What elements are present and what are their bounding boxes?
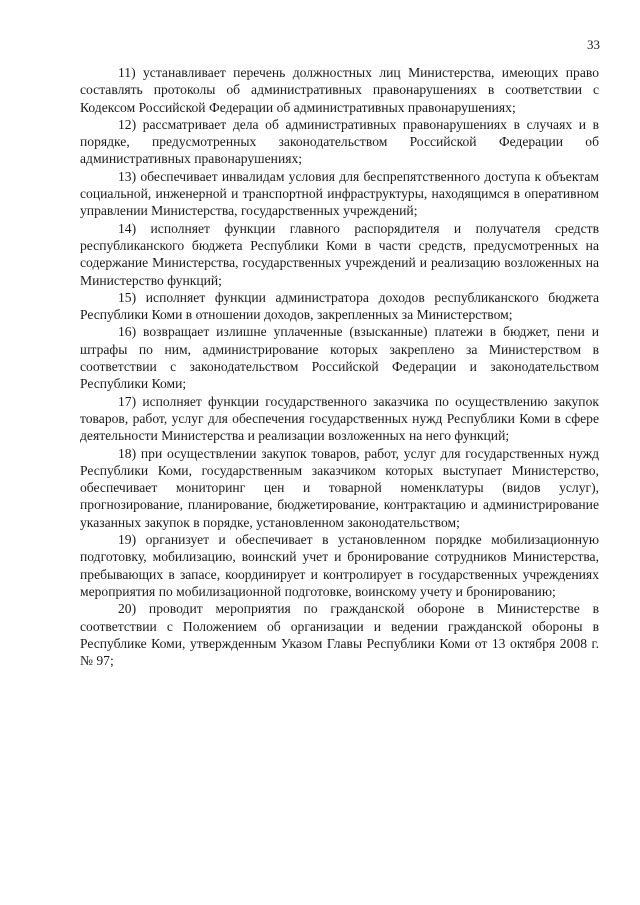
paragraph-17: 17) исполняет функции государственного заказчика по осуществлению закупок товаров, работ, услуг для обеспечения государственных нужд Республики Коми в сфере деятельности Министерства и реализации возложенных на него функций;: [80, 393, 599, 444]
paragraph-12: 12) рассматривает дела об административных правонарушениях в случаях и в порядке, предусмотренных законодательством Российской Федерации об административных правонарушениях;: [80, 116, 599, 167]
paragraph-19: 19) организует и обеспечивает в установленном порядке мобилизационную подготовку, мобилизацию, воинский учет и бронирование сотрудников Министерства, пребывающих в запасе, координирует и контролирует в государственных учреждениях мероприятия по мобилизационной подготовке, воинскому учету и бронированию;: [80, 532, 599, 599]
paragraph-15: 15) исполняет функции администратора доходов республиканского бюджета Республики Коми в отношении доходов, закрепленных за Министерством;: [80, 289, 599, 323]
document-body: [80, 64, 599, 669]
paragraph-20: 20) проводит мероприятия по гражданской обороне в Министерстве в соответствии с Положением об организации и ведении гражданской обороны в Республике Коми, утвержденным Указом Главы Республики Коми от 13 октября 2008 г. № 97;: [80, 601, 599, 669]
paragraph-16: 16) возвращает излишне уплаченные (взысканные) платежи в бюджет, пени и штрафы по ним, администрирование которых закреплено за Министерством в соответствии с законодательством Российской Федерации и законодательством Республики Коми;: [80, 324, 599, 392]
paragraph-13: 13) обеспечивает инвалидам условия для беспрепятственного доступа к объектам социальной, инженерной и транспортной инфраструктуры, находящимся в оперативном управлении Министерства, государственных учреждений;: [80, 168, 599, 219]
paragraph-18: 18) при осуществлении закупок товаров, работ, услуг для государственных нужд Республики Коми, государственным заказчиком которых выступает Министерство, обеспечивает мониторинг цен и товарной номенклатуры (видов услуг), прогнозирование, планирование, бюджетирование, контрактацию и администрирование указанных закупок в порядке, установленном законодательством;: [80, 445, 599, 530]
page-number: 33: [587, 37, 600, 52]
paragraph-11: 11) устанавливает перечень должностных лиц Министерства, имеющих право составлять протоколы об административных правонарушениях в соответствии с Кодексом Российской Федерации об административных правонарушениях;: [80, 65, 599, 115]
paragraph-14: 14) исполняет функции главного распорядителя и получателя средств республиканского бюджета Республики Коми в части средств, предусмотренных на содержание Министерства, государственных учреждений и реализацию возложенных на Министерство функций;: [80, 220, 599, 288]
